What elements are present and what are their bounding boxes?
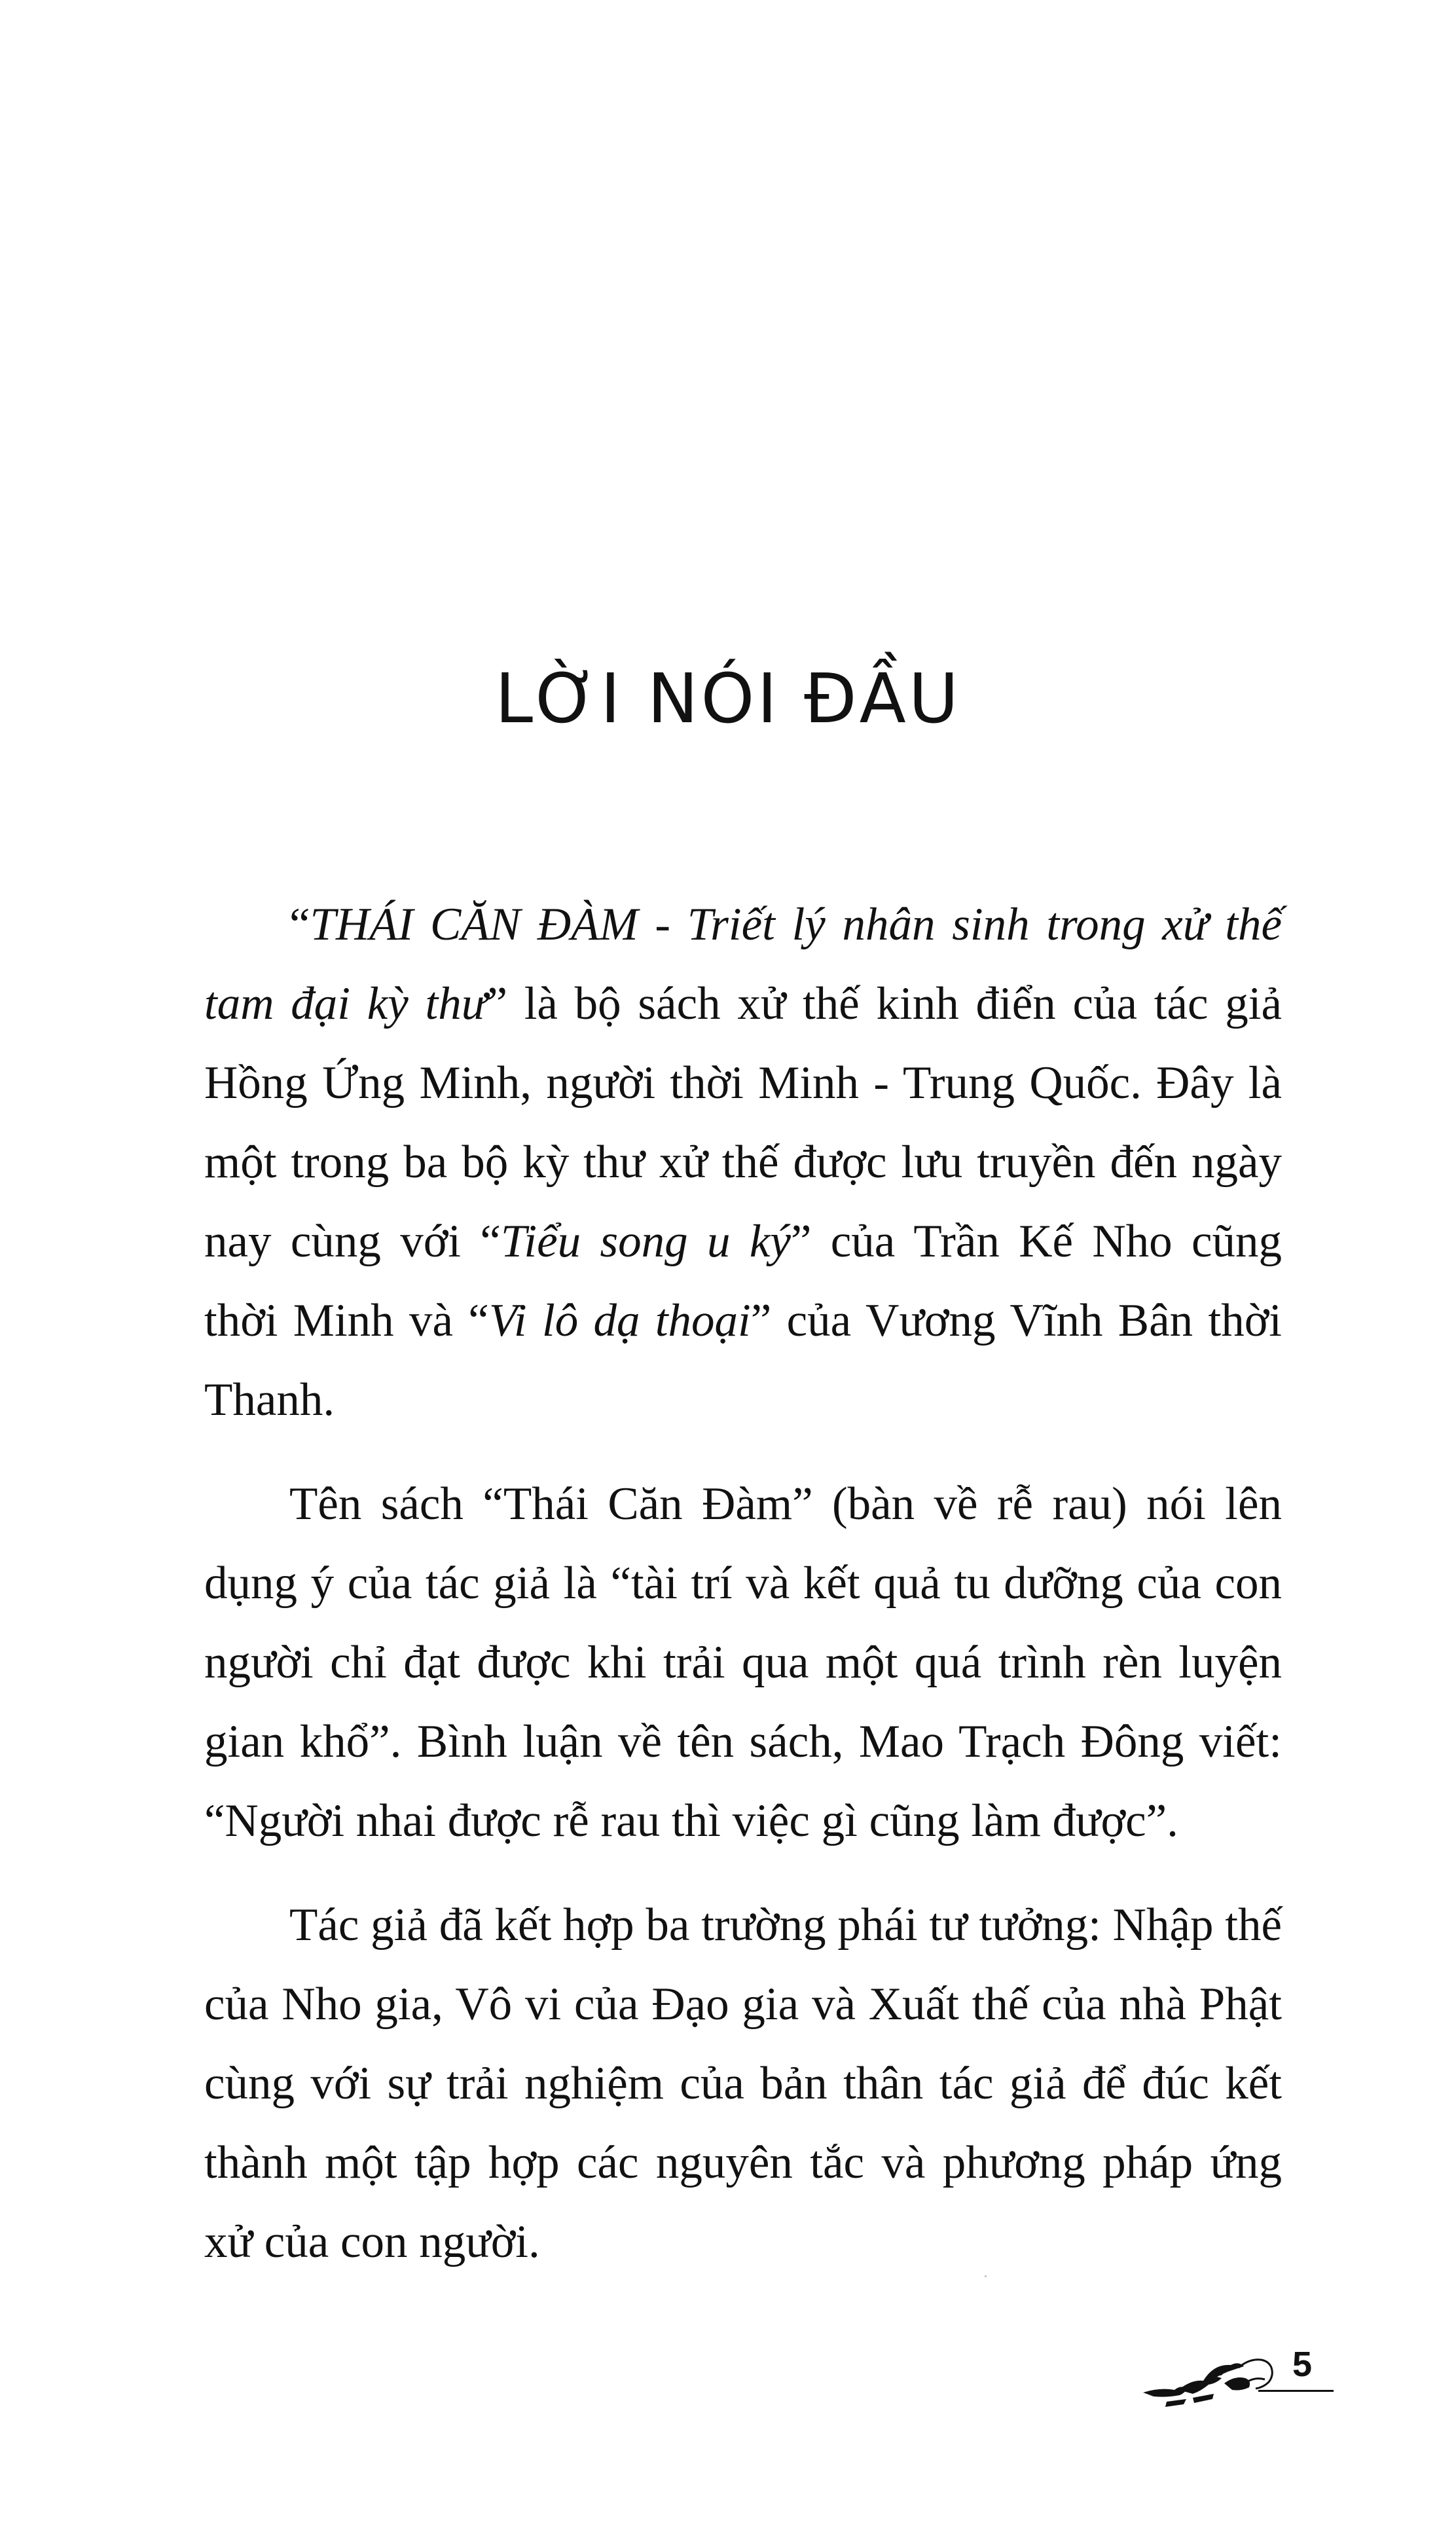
paragraph-1-text-a: ” là bộ sách xử thế kinh điển của tác giả Hồng Ứng Minh, người thời Minh - Trung Quốc. Đây là một trong ba bộ kỳ thư xử thế được lưu truyền đến ngày nay cùng với “: [204, 978, 1282, 1267]
body-text: [204, 885, 1282, 2307]
page-number: 5: [1292, 2345, 1313, 2384]
paragraph-1-text-b: ” của Trần Kế Nho cũng thời Minh và “: [204, 1216, 1282, 1346]
book-title-tieu-song-u-ky: Tiểu song u ký: [500, 1216, 791, 1267]
page-title: LỜI NÓI ĐẦU: [495, 658, 961, 739]
paragraph-2: Tên sách “Thái Căn Đàm” (bàn về rễ rau) nói lên dụng ý của tác giả là “tài trí và kết quả tu dưỡng của con người chỉ đạt được khi trải qua một quá trình rèn luyện gian khổ”. Bình luận về tên sách, Mao Trạch Đông viết: “Người nhai được rễ rau thì việc gì cũng làm được”.: [204, 1478, 1282, 1846]
book-title-thai-can-dam: THÁI CĂN ĐÀM - Triết lý nhân sinh trong xử thế tam đại kỳ thư: [204, 899, 1282, 1029]
paragraph-1: [204, 885, 1282, 1440]
paragraph-1-open-quote: “: [289, 899, 310, 950]
page-footer: [1140, 2341, 1337, 2413]
print-speck: [985, 2275, 987, 2277]
folio-rule: [1258, 2390, 1334, 2392]
paragraph-1-text-c: ” của Vương Vĩnh Bân thời Thanh.: [204, 1295, 1282, 1425]
book-title-vi-lo-da-thoai: Vi lô dạ thoại: [488, 1295, 751, 1346]
ink-brush-bird-icon: [1140, 2341, 1291, 2413]
paragraph-3: Tác giả đã kết hợp ba trường phái tư tưởng: Nhập thế của Nho gia, Vô vi của Đạo gia và Xuất thế của nhà Phật cùng với sự trải nghiệm của bản thân tác giả để đúc kết thành một tập hợp các nguyên tắc và phương pháp ứng xử của con người.: [204, 1899, 1282, 2267]
